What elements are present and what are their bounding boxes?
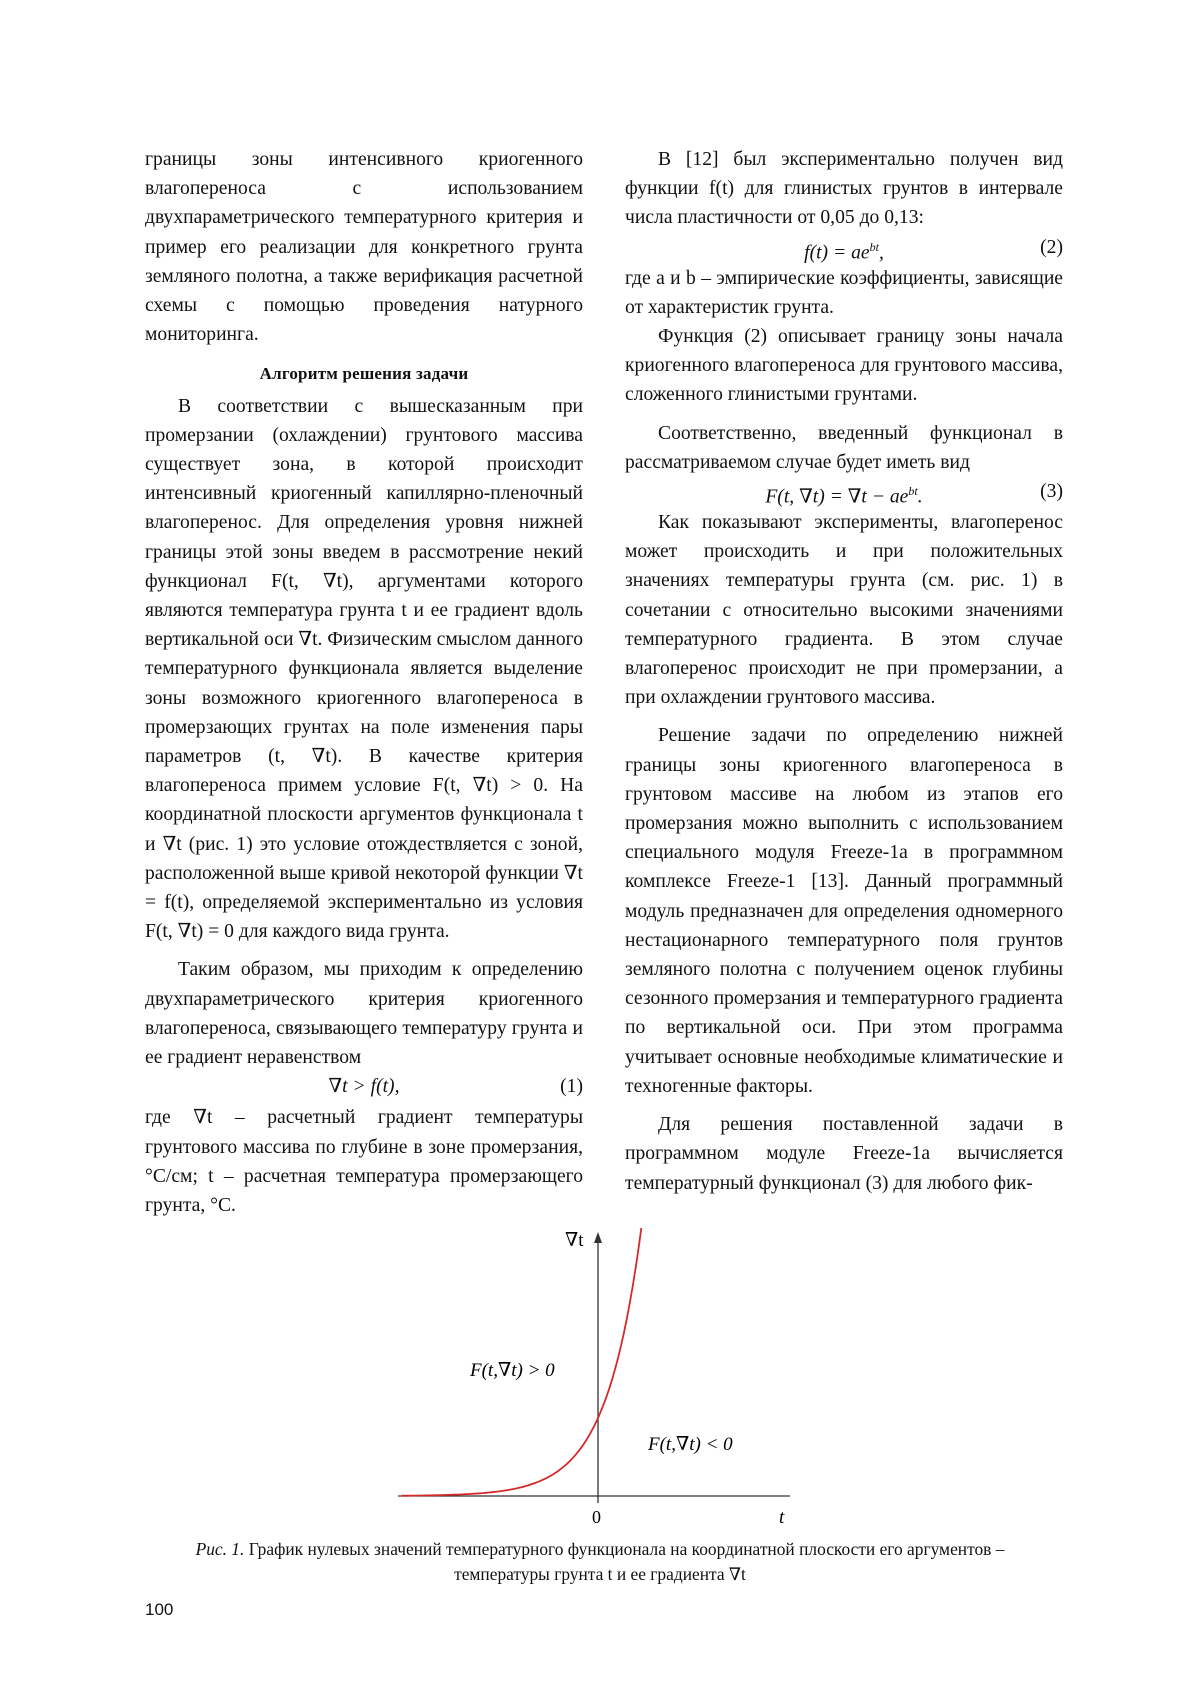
caption-label: Рис. 1. [195, 1539, 245, 1559]
paragraph: В соответствии с вышесказанным при промерзании (охлаждении) грунтового массива существует зона, в которой происходит интенсивный криогенный капиллярно-пленочный влагоперенос. Для определения уровня нижней границы этой зоны введем в рассмотрение некий функционал F(t, ∇t), аргументами которого являются температура грунта t и ее градиент вдоль вертикальной оси ∇t. Физическим смыслом данного температурного функционала является выделение зоны возможного криогенного влагопереноса в промерзающих грунтах на поле изменения пары параметров (t, ∇t). В качестве критерия влагопереноса примем условие F(t, ∇t) > 0. На координатной плоскости аргументов функционала t и ∇t (рис. 1) это условие отождествляется с зоной, расположенной выше кривой некоторой функции ∇t = f(t), определяемой экспериментально из условия F(t, ∇t) = 0 для каждого вида грунта. [145, 395, 583, 943]
paragraph: Как показывают эксперименты, влагоперенос может происходить и при положительных значениях температуры грунта (см. рис. 1) в сочетании с относительно высокими значениями температурного градиента. В этом случае влагоперенос происходит не при промерзании, а при охлаждении грунтового массива. [625, 512, 1063, 709]
right-column [625, 145, 1063, 1198]
left-column [145, 145, 583, 1220]
equation-2 [625, 233, 1063, 264]
equation-1-number: (1) [560, 1076, 583, 1098]
equation-3-exponent: bt [908, 484, 918, 499]
equation-1-body: ∇t > f(t), [328, 1076, 400, 1098]
equation-3-body: F(t, ∇t) = ∇t − ae [765, 486, 909, 508]
region-below-label: F(t,∇t) < 0 [648, 1434, 733, 1455]
equation-2-tail: , [878, 242, 884, 264]
y-axis-arrow-icon [594, 1232, 602, 1243]
figure-1 [390, 1228, 810, 1528]
paragraph: Таким образом, мы приходим к определению двухпараметрического критерия криогенного влагопереноса, связывающего температуру грунта и ее градиент неравенством [145, 959, 583, 1069]
figure-caption [160, 1537, 1040, 1587]
paragraph: В [12] был экспериментально получен вид функции f(t) для глинистых грунтов в интервале числа пластичности от 0,05 до 0,13: [625, 149, 1063, 229]
paragraph: Для решения поставленной задачи в программном модуле Freeze-1a вычисляется температурный функционал (3) для любого фик- [625, 1114, 1063, 1194]
section-heading: Алгоритм решения задачи [259, 364, 469, 384]
caption-text: График нулевых значений температурного функционала на координатной плоскости его аргументов – температуры грунта t и ее градиента ∇t [248, 1539, 1005, 1584]
page-number: 100 [145, 1600, 174, 1619]
equation-2-body: f(t) = ae [804, 242, 870, 264]
equation-2-number: (2) [1040, 236, 1063, 258]
paragraph: где ∇t – расчетный градиент температуры грунтового массива по глубине в зоне промерзания, °C/см; t – расчетная температура промерзающего грунта, °C. [145, 1107, 583, 1216]
equation-3-number: (3) [1040, 481, 1063, 503]
region-above-label: F(t,∇t) > 0 [470, 1360, 555, 1381]
equation-3-tail: . [917, 486, 923, 508]
paragraph: Функция (2) описывает границу зоны начала криогенного влагопереноса для грунтового массива, сложенного глинистыми грунтами. [625, 326, 1063, 406]
paragraph: Соответственно, введенный функционал в рассматриваемом случае будет иметь вид [625, 422, 1063, 473]
paragraph: Решение задачи по определению нижней границы зоны криогенного влагопереноса в грунтовом массиве на любом из этапов его промерзания можно выполнить с использованием специального модуля Freeze-1a в программном комплексе Freeze-1 [13]. Данный программный модуль предназначен для определения одномерного нестационарного температурного поля грунтов земляного полотна с получением оценок глубины сезонного промерзания и температурного градиента по вертикальной оси. При этом программа учитывает основные необходимые климатические и техногенные факторы. [625, 725, 1063, 1097]
paragraph: границы зоны интенсивного криогенного влагопереноса с использованием двухпараметрического температурного критерия и пример его реализации для конкретного грунта земляного полотна, а также верификация расчетной схемы с помощью проведения натурного мониторинга. [145, 149, 583, 346]
origin-label: 0 [592, 1507, 601, 1527]
equation-1 [145, 1072, 583, 1103]
x-axis-label: t [779, 1507, 785, 1528]
paragraph: где a и b – эмпирические коэффициенты, зависящие от характеристик грунта. [625, 267, 1063, 318]
equation-3 [625, 477, 1063, 508]
equation-2-exponent: bt [869, 239, 879, 254]
y-axis-label: ∇t [565, 1230, 584, 1251]
